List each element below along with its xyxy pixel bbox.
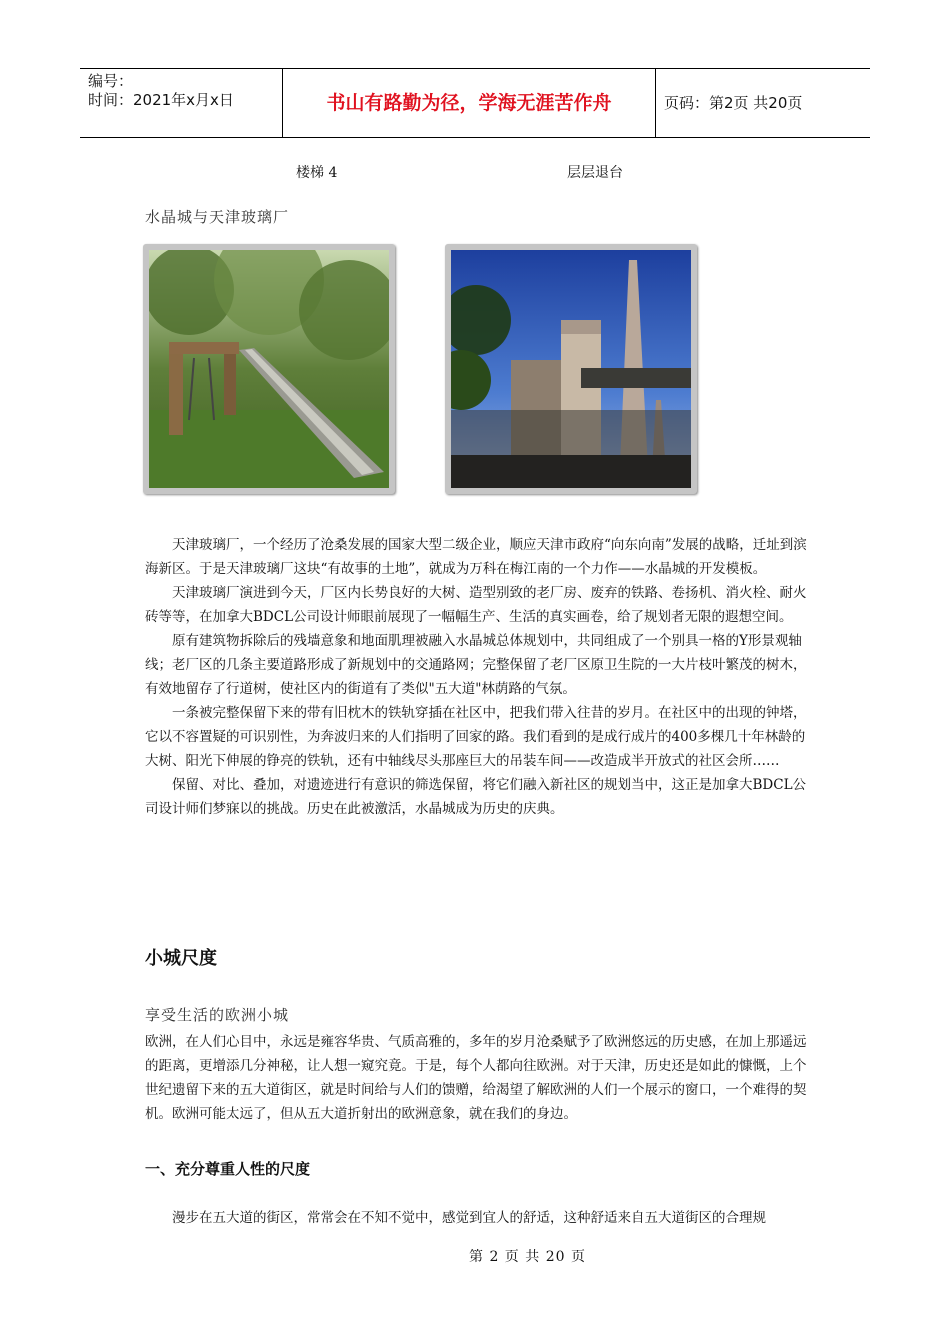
factory-chimney-photo-icon bbox=[451, 250, 691, 488]
photo-factory bbox=[445, 244, 697, 494]
section-body-human-scale bbox=[145, 1206, 807, 1230]
header-page-info: 页码：第2页 共20页 bbox=[664, 94, 803, 112]
playground-slide-photo-icon bbox=[149, 250, 389, 488]
page-footer bbox=[0, 1246, 950, 1266]
header-meta bbox=[80, 69, 282, 137]
paragraph: 原有建筑物拆除后的残墙意象和地面肌理被融入水晶城总体规划中，共同组成了一个别具一格的Y形景观轴线；老厂区的几条主要道路形成了新规划中的交通路网；完整保留了老厂区原卫生院的一大片枝叶繁茂的树木，有效地留存了行道树，使社区内的街道有了类似"五大道"林荫路的气氛。 bbox=[145, 633, 807, 697]
section-body-crystal-city bbox=[145, 533, 807, 821]
paragraph: 天津玻璃厂，一个经历了沧桑发展的国家大型二级企业，顺应天津市政府“向东向南”发展的战略，迁址到滨海新区。于是天津玻璃厂这块“有故事的土地”，就成为万科在梅江南的一个力作——水晶城的开发模板。 bbox=[145, 537, 807, 577]
subheading-european-town: 享受生活的欧洲小城 bbox=[145, 1006, 290, 1024]
page-header bbox=[80, 68, 870, 138]
caption-terraces: 层层退台 bbox=[567, 165, 623, 181]
subheading-crystal-city: 水晶城与天津玻璃厂 bbox=[145, 208, 290, 226]
footer-page-number: 第 2 页 共 20 页 bbox=[469, 1249, 586, 1265]
paragraph: 天津玻璃厂演进到今天，厂区内长势良好的大树、造型别致的老厂房、废弃的铁路、卷扬机、消火栓、耐火砖等等，在加拿大BDCL公司设计师眼前展现了一幅幅生产、生活的真实画卷，给了规划者无限的遐想空间。 bbox=[145, 585, 807, 625]
subsection-title-human-scale: 一、充分尊重人性的尺度 bbox=[145, 1160, 311, 1178]
section-title-small-town-scale: 小城尺度 bbox=[145, 948, 217, 969]
paragraph: 保留、对比、叠加，对遗迹进行有意识的筛选保留，将它们融入新社区的规划当中，这正是加拿大BDCL公司设计师们梦寐以的挑战。历史在此被激活，水晶城成为历史的庆典。 bbox=[145, 777, 807, 817]
section-body-europe bbox=[145, 1030, 807, 1126]
header-motto: 书山有路勤为径，学海无涯苦作舟 bbox=[282, 69, 656, 137]
paragraph: 漫步在五大道的街区，常常会在不知不觉中，感觉到宜人的舒适，这种舒适来自五大道街区的合理规 bbox=[172, 1210, 766, 1226]
photo-playground bbox=[143, 244, 395, 494]
time-label: 时间：2021年x月x日 bbox=[88, 91, 234, 109]
paragraph: 欧洲，在人们心目中，永远是雍容华贵、气质高雅的，多年的岁月沧桑赋予了欧洲悠远的历史感，在加上那遥远的距离，更增添几分神秘，让人想一窥究竟。于是，每个人都向往欧洲。对于天津，历史还是如此的慷慨，上个世纪遗留下来的五大道街区，就是时间给与人们的馈赠，给渴望了解欧洲的人们一个展示的窗口，一个难得的契机。欧洲可能太远了，但从五大道折射出的欧洲意象，就在我们的身边。 bbox=[145, 1034, 807, 1122]
number-label: 编号： bbox=[88, 72, 134, 90]
caption-stairs: 楼梯 4 bbox=[296, 165, 338, 181]
paragraph: 一条被完整保留下来的带有旧枕木的铁轨穿插在社区中，把我们带入往昔的岁月。在社区中的出现的钟塔，它以不容置疑的可识别性，为奔波归来的人们指明了回家的路。我们看到的是成行成片的400多棵几十年林龄的大树、阳光下伸展的铮亮的铁轨，还有中轴线尽头那座巨大的吊装车间——改造成半开放式的社区会所…… bbox=[145, 705, 807, 769]
